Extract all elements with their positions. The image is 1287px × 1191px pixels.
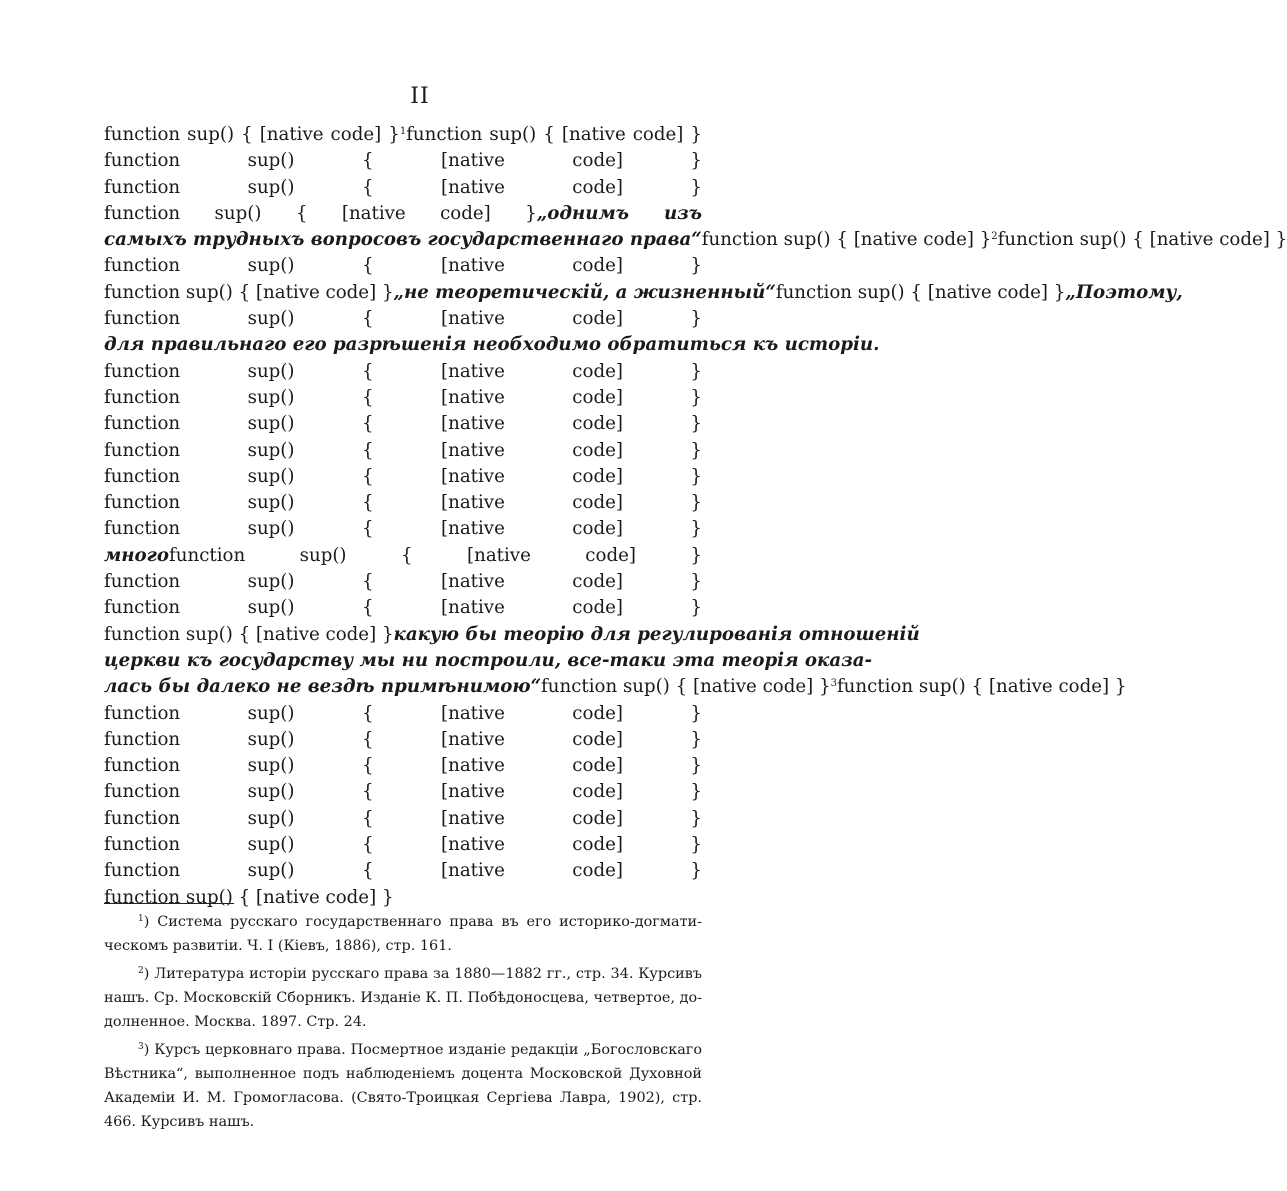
text-run: function sup() { [native code] } [104,360,702,382]
text-run: function sup() { [native code] } [104,702,702,724]
text-run: function sup() { [native code] } [997,229,1287,251]
footnote-text: долненное. Москва. 1897. Стр. 24. [104,1014,367,1030]
italic-quote: „однимъ изъ [536,202,702,224]
footnote-marker: 3 [138,1042,144,1052]
footnote-text: ) Литература исторіи русскаго права за 1880—1882 гг., стр. 34. Курсивъ [143,966,702,982]
footnote-line [104,1062,702,1086]
text-run: function sup() { [native code] } [541,676,831,698]
body-line [104,175,702,201]
body-line [104,832,702,858]
body-line [104,227,1287,253]
italic-quote: какую бы теорію для регулированія отношеній [393,623,920,645]
footnote-text: ) Курсъ церковнаго права. Посмертное изданіе редакціи „Богословскаго [143,1042,702,1058]
footnote [104,1038,702,1134]
text-run: function sup() { [native code] } [104,623,394,645]
footnote-line [104,986,702,1010]
body-line [104,622,920,648]
italic-quote: много [104,544,170,566]
text-run: function sup() { [native code] } [104,255,702,277]
text-run: function sup() { [native code] } [104,202,537,224]
body-line [104,648,873,674]
body-line [104,122,702,148]
body-line [104,701,702,727]
text-run: function sup() { [native code] } [104,728,702,750]
footnote-line [104,934,702,958]
footnote-text: Вѣстника“, выполненное подъ наблюденіемъ доцента Московской Духовной [104,1066,702,1082]
text-run: function sup() { [native code] } [104,492,702,514]
text-run: function sup() { [native code] } [104,781,702,803]
text-run: function sup() { [native code] } [701,229,992,251]
body-line [104,253,702,279]
footnote-marker: 2 [138,966,144,976]
footnote-separator [104,903,234,904]
text-run: function sup() { [native code] } [836,676,1127,698]
footnote-ref: 2 [991,231,998,243]
text-run: function sup() { [native code] } [104,834,702,856]
footnote-line [104,962,702,986]
text-run: function sup() { [native code] } [775,281,1066,303]
footnote-text: Академіи И. М. Громогласова. (Свято-Троицкая Сергіева Лавра, 1902), стр. [104,1090,702,1106]
body-line [104,438,702,464]
text-run: function sup() { [native code] } [104,597,702,619]
body-line [104,885,702,911]
italic-quote: церкви къ государству мы ни построили, все-таки эта теорія оказа- [104,649,873,671]
text-run: function sup() { [native code] } [104,124,400,145]
body-line [104,280,1183,306]
italic-quote: „не теоретическій, а жизненный“ [393,281,776,303]
text-run: function sup() { [native code] } [104,755,702,777]
footnote [104,910,702,958]
footnote-text: 466. Курсивъ нашъ. [104,1114,255,1130]
footnote-line [104,1038,702,1062]
body-line [104,464,702,490]
body-text [104,122,1287,911]
body-line [104,674,1127,700]
body-line [104,753,702,779]
body-line [104,516,702,542]
footnote-line [104,1110,702,1134]
body-line [104,201,702,227]
body-line [104,569,702,595]
text-run: function sup() { [native code] } [104,176,702,198]
body-line [104,490,702,516]
footnote-text: нашъ. Ср. Московскій Сборникъ. Изданіе К. П. Побѣдоносцева, четвертое, до- [104,990,702,1006]
text-run: function sup() { [native code] } [104,308,702,330]
footnote-line [104,910,702,934]
body-line [104,595,702,621]
text-run: function sup() { [native code] } [104,281,394,303]
text-run: function sup() { [native code] } [104,465,702,487]
text-run: function sup() { [native code] } [169,544,702,566]
page-number: II [410,84,430,109]
body-line [104,727,702,753]
italic-quote: лась бы далеко не вездѣ примѣнимою“ [104,676,542,698]
body-line [104,359,702,385]
footnote-line [104,1086,702,1110]
text-run: function sup() { [native code] } [104,150,702,172]
italic-quote: самыхъ трудныхъ вопросовъ государственнаго права“ [104,229,702,251]
text-run: function sup() { [native code] } [104,439,702,461]
text-run: function sup() { [native code] } [104,886,394,908]
text-run: function sup() { [native code] } [104,571,702,593]
footnote-text: ) Система русскаго государственнаго права въ его историко-догмати- [143,914,702,930]
body-line [104,543,702,569]
body-line [104,411,702,437]
text-run: function sup() { [native code] } [104,518,702,540]
body-line [104,385,702,411]
footnote-marker: 1 [138,914,144,924]
italic-quote: для правильнаго его разрѣшенія необходимо обратиться къ исторіи. [104,334,880,356]
footnote-ref: 1 [399,126,407,137]
body-line [104,306,702,332]
text-run: function sup() { [native code] } [104,413,702,435]
text-run: function sup() { [native code] } [104,386,702,408]
body-line [104,148,702,174]
footnote [104,962,702,1034]
footnote-ref: 3 [830,678,837,690]
italic-quote: „Поэтому, [1065,281,1183,303]
footnote-line [104,1010,702,1034]
footnote-text: ческомъ развитіи. Ч. I (Кіевъ, 1886), стр. 161. [104,938,452,954]
body-line [104,806,702,832]
text-run: function sup() { [native code] } [104,860,702,882]
body-line [104,858,702,884]
body-line [104,332,880,358]
body-line [104,779,702,805]
text-run: function sup() { [native code] } [104,807,702,829]
footnotes [104,910,702,1138]
text-run: function sup() { [native code] } [406,124,702,145]
